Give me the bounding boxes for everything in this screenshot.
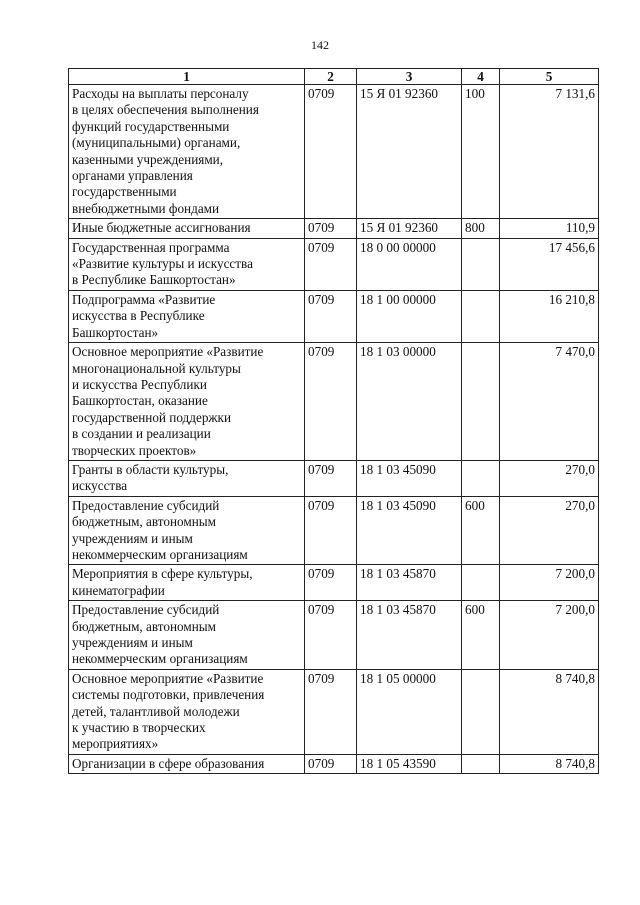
row-section: 0709 <box>305 496 357 565</box>
row-expense-type: 600 <box>462 601 500 670</box>
row-name: Подпрограмма «Развитие искусства в Республике Башкортостан» <box>69 290 305 342</box>
row-section: 0709 <box>305 219 357 238</box>
row-article: 18 1 03 45090 <box>357 496 462 565</box>
row-name: Организации в сфере образования <box>69 754 305 773</box>
row-section: 0709 <box>305 669 357 754</box>
header-col-5: 5 <box>500 69 599 85</box>
row-amount: 7 200,0 <box>500 565 599 601</box>
table-row <box>69 238 599 290</box>
header-col-2: 2 <box>305 69 357 85</box>
row-article: 18 1 00 00000 <box>357 290 462 342</box>
row-article: 15 Я 01 92360 <box>357 85 462 219</box>
header-col-3: 3 <box>357 69 462 85</box>
table-row <box>69 460 599 496</box>
row-article: 18 1 03 45870 <box>357 565 462 601</box>
table-row <box>69 343 599 461</box>
row-section: 0709 <box>305 238 357 290</box>
row-name: Расходы на выплаты персоналу в целях обеспечения выполнения функций государственными (муниципальными) органами, казенными учреждениями, органами управления государственными внебюджетными фондами <box>69 85 305 219</box>
row-expense-type <box>462 754 500 773</box>
table-row <box>69 496 599 565</box>
row-amount: 16 210,8 <box>500 290 599 342</box>
row-amount: 270,0 <box>500 460 599 496</box>
row-expense-type <box>462 290 500 342</box>
row-expense-type <box>462 343 500 461</box>
row-section: 0709 <box>305 601 357 670</box>
row-name: Предоставление субсидий бюджетным, автономным учреждениям и иным некоммерческим организациям <box>69 496 305 565</box>
row-expense-type <box>462 460 500 496</box>
row-expense-type <box>462 565 500 601</box>
row-name: Мероприятия в сфере культуры, кинематографии <box>69 565 305 601</box>
header-col-1: 1 <box>69 69 305 85</box>
row-section: 0709 <box>305 754 357 773</box>
row-section: 0709 <box>305 565 357 601</box>
row-name: Основное мероприятие «Развитие системы подготовки, привлечения детей, талантливой молодежи к участию в творческих мероприятиях» <box>69 669 305 754</box>
row-article: 18 0 00 00000 <box>357 238 462 290</box>
row-expense-type <box>462 238 500 290</box>
budget-table <box>68 68 599 774</box>
table-row <box>69 669 599 754</box>
row-section: 0709 <box>305 343 357 461</box>
row-article: 18 1 05 00000 <box>357 669 462 754</box>
table-row <box>69 754 599 773</box>
header-row <box>69 69 599 85</box>
row-amount: 110,9 <box>500 219 599 238</box>
row-article: 15 Я 01 92360 <box>357 219 462 238</box>
table-row <box>69 219 599 238</box>
table-row <box>69 601 599 670</box>
row-amount: 8 740,8 <box>500 754 599 773</box>
table-row <box>69 290 599 342</box>
row-expense-type: 800 <box>462 219 500 238</box>
header-col-4: 4 <box>462 69 500 85</box>
row-expense-type: 100 <box>462 85 500 219</box>
row-name: Иные бюджетные ассигнования <box>69 219 305 238</box>
row-expense-type: 600 <box>462 496 500 565</box>
row-name: Гранты в области культуры, искусства <box>69 460 305 496</box>
row-article: 18 1 05 43590 <box>357 754 462 773</box>
row-expense-type <box>462 669 500 754</box>
table-row <box>69 85 599 219</box>
row-section: 0709 <box>305 460 357 496</box>
page-number: 142 <box>311 38 329 52</box>
row-amount: 17 456,6 <box>500 238 599 290</box>
row-amount: 7 470,0 <box>500 343 599 461</box>
row-section: 0709 <box>305 85 357 219</box>
row-section: 0709 <box>305 290 357 342</box>
row-article: 18 1 03 00000 <box>357 343 462 461</box>
row-amount: 7 131,6 <box>500 85 599 219</box>
row-article: 18 1 03 45090 <box>357 460 462 496</box>
row-amount: 270,0 <box>500 496 599 565</box>
row-name: Государственная программа «Развитие культуры и искусства в Республике Башкортостан» <box>69 238 305 290</box>
row-name: Предоставление субсидий бюджетным, автономным учреждениям и иным некоммерческим организациям <box>69 601 305 670</box>
row-article: 18 1 03 45870 <box>357 601 462 670</box>
row-amount: 8 740,8 <box>500 669 599 754</box>
row-amount: 7 200,0 <box>500 601 599 670</box>
row-name: Основное мероприятие «Развитие многонациональной культуры и искусства Республики Башкортостан, оказание государственной поддержки в создании и реализации творческих проектов» <box>69 343 305 461</box>
table-row <box>69 565 599 601</box>
